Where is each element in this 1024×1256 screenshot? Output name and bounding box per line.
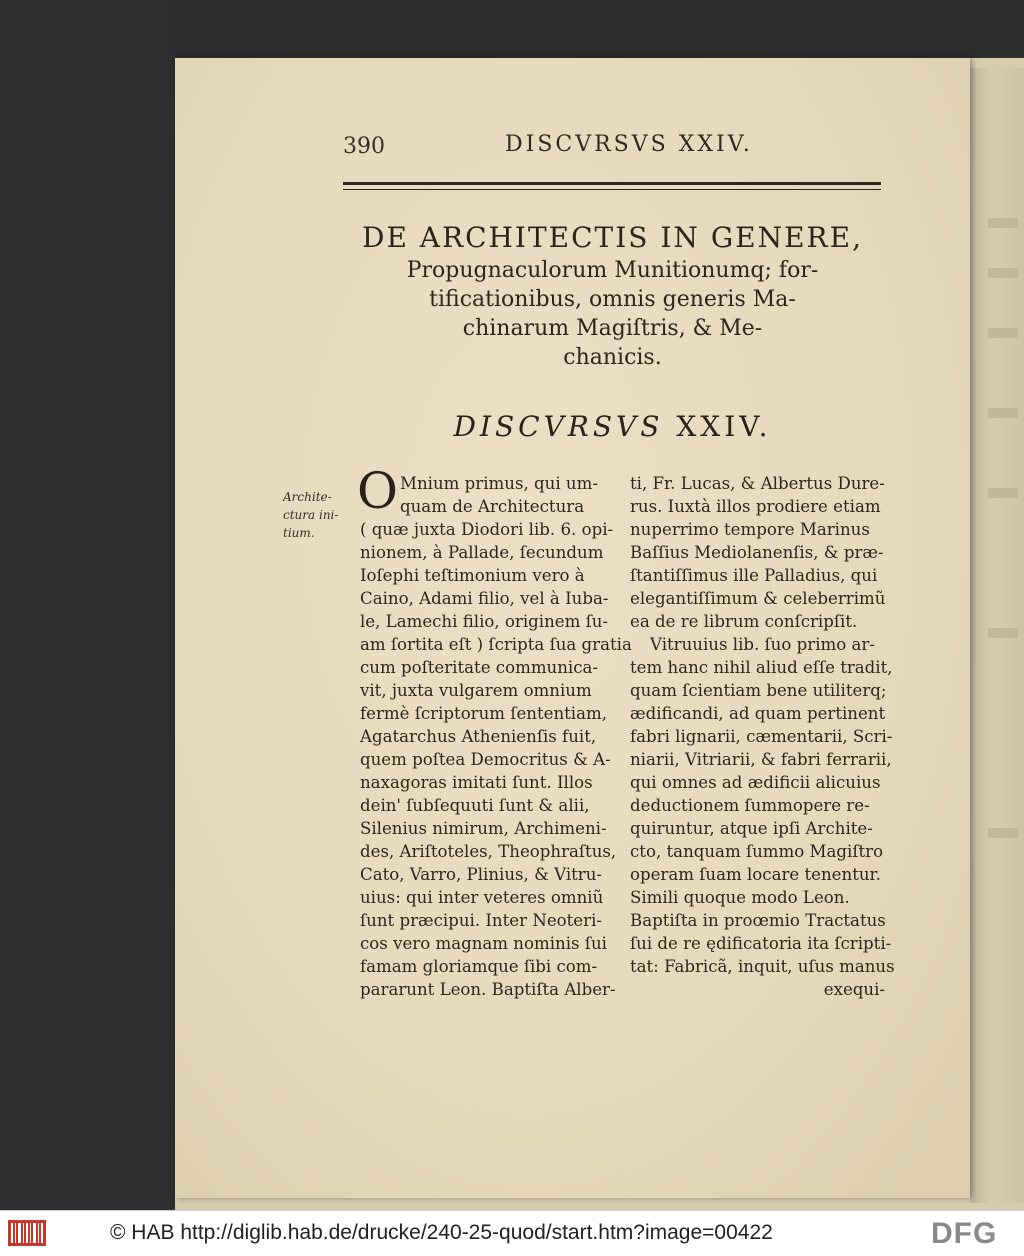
adjacent-page-edge [970, 68, 1024, 1203]
title-line: Propugnaculorum Munitionumq; for- [406, 258, 819, 283]
title-line: chinarum Magiſtris, & Me- [462, 316, 763, 341]
text-line: Cato, Varro, Plinius, & Vitru- [360, 865, 603, 884]
text-line: Mnium primus, qui um- [400, 474, 598, 493]
text-line: uius: qui inter veteres omniũ [360, 888, 604, 907]
text-line: am ſortita eſt ) ſcripta ſua gratia [360, 635, 632, 654]
header-rule-thin [343, 189, 881, 190]
dfg-logo: DFG [931, 1217, 998, 1250]
text-line: ſui de re ędificatoria ita ſcripti- [630, 934, 892, 953]
text-line: deductionem ſummopere re- [630, 796, 870, 815]
text-line: quam de Architectura [400, 497, 585, 516]
book-page [175, 58, 970, 1198]
marginal-line: ctura ini- [283, 508, 339, 522]
drop-cap-initial: O [357, 462, 398, 520]
text-line: ( quæ juxta Diodori lib. 6. opi- [360, 520, 614, 539]
discursus-numeral: XXIV. [676, 410, 772, 443]
text-line: quem poſtea Democritus & A- [360, 750, 611, 769]
text-line: fabri lignarii, cæmentarii, Scri- [630, 727, 893, 746]
text-line: Baptiſta in proœmio Tractatus [630, 911, 886, 930]
text-line: niarii, Vitriarii, & fabri ferrarii, [630, 750, 892, 769]
text-column-left [360, 472, 632, 1001]
text-line: qui omnes ad ædificii alicuius [630, 773, 881, 792]
text-line: ædificandi, ad quam pertinent [630, 704, 886, 723]
running-head: DISCVRSVS XXIV. [505, 132, 753, 157]
marginal-line: tium. [283, 526, 315, 540]
text-line: cos vero magnam nominis ſui [360, 934, 607, 953]
text-line: Simili quoque modo Leon. [630, 888, 850, 907]
text-line: Caino, Adami filio, vel à Iuba- [360, 589, 609, 608]
header-rule-thick [343, 182, 881, 185]
title-line: chanicis. [563, 345, 662, 370]
text-line: cum poſteritate communica- [360, 658, 599, 677]
text-line: quam ſcientiam bene utiliterq; [630, 681, 887, 700]
barcode-icon [8, 1220, 46, 1246]
text-line: le, Lamechi filio, originem ſu- [360, 612, 609, 631]
scan-background-left [0, 0, 175, 1210]
text-line: cto, tanquam ſummo Magiſtro [630, 842, 884, 861]
text-line: tat: Fabricã, inquit, uſus manus [630, 957, 895, 976]
text-line: ſtantiſſimus ille Palladius, qui [630, 566, 878, 585]
text-line: des, Ariſtoteles, Theophraſtus, [360, 842, 617, 861]
text-line: elegantiſſimum & celeberrimũ [630, 589, 886, 608]
text-line: rus. Iuxtà illos prodiere etiam [630, 497, 881, 516]
page-number: 390 [343, 134, 385, 159]
text-line: Vitruuius lib. ſuo primo ar- [650, 635, 875, 654]
title-main: DE ARCHITECTIS IN GENERE, [362, 221, 863, 254]
text-line: ea de re librum conſcripſit. [630, 612, 858, 631]
marginal-note [283, 488, 345, 542]
text-line: vit, juxta vulgarem omnium [360, 681, 592, 700]
copyright-link[interactable]: © HAB http://diglib.hab.de/drucke/240-25-quod/start.htm?image=00422 [110, 1221, 773, 1244]
text-line: operam ſuam locare tenentur. [630, 865, 881, 884]
title-line: tificationibus, omnis generis Ma- [429, 287, 796, 312]
discursus-heading [335, 410, 890, 443]
text-line: Ioſephi teſtimonium vero à [360, 566, 585, 585]
text-line: Agatarchus Athenienſis fuit, [360, 727, 597, 746]
text-line: Baſſius Mediolanenſis, & præ- [630, 543, 884, 562]
text-line: famam gloriamque ſibi com- [360, 957, 598, 976]
discursus-label: DISCVRSVS [453, 410, 664, 443]
text-line: naxagoras imitati ſunt. Illos [360, 773, 593, 792]
chapter-title [335, 220, 890, 372]
text-line: nuperrimo tempore Marinus [630, 520, 870, 539]
text-line: exequi- [823, 980, 885, 999]
marginal-line: Archite- [283, 490, 332, 504]
text-line: dein' ſubſequuti ſunt & alii, [360, 796, 590, 815]
viewer-footer [0, 1210, 1024, 1256]
text-line: fermè ſcriptorum ſententiam, [360, 704, 608, 723]
text-line: nionem, à Pallade, ſecundum [360, 543, 604, 562]
text-line: Silenius nimirum, Archimeni- [360, 819, 607, 838]
text-line: ti, Fr. Lucas, & Albertus Dure- [630, 474, 885, 493]
text-line: quiruntur, atque ipſi Archite- [630, 819, 873, 838]
text-line: tem hanc nihil aliud eſſe tradit, [630, 658, 893, 677]
text-line: pararunt Leon. Baptiſta Alber- [360, 980, 616, 999]
text-line: ſunt præcipui. Inter Neoteri- [360, 911, 602, 930]
text-column-right [630, 472, 895, 1001]
